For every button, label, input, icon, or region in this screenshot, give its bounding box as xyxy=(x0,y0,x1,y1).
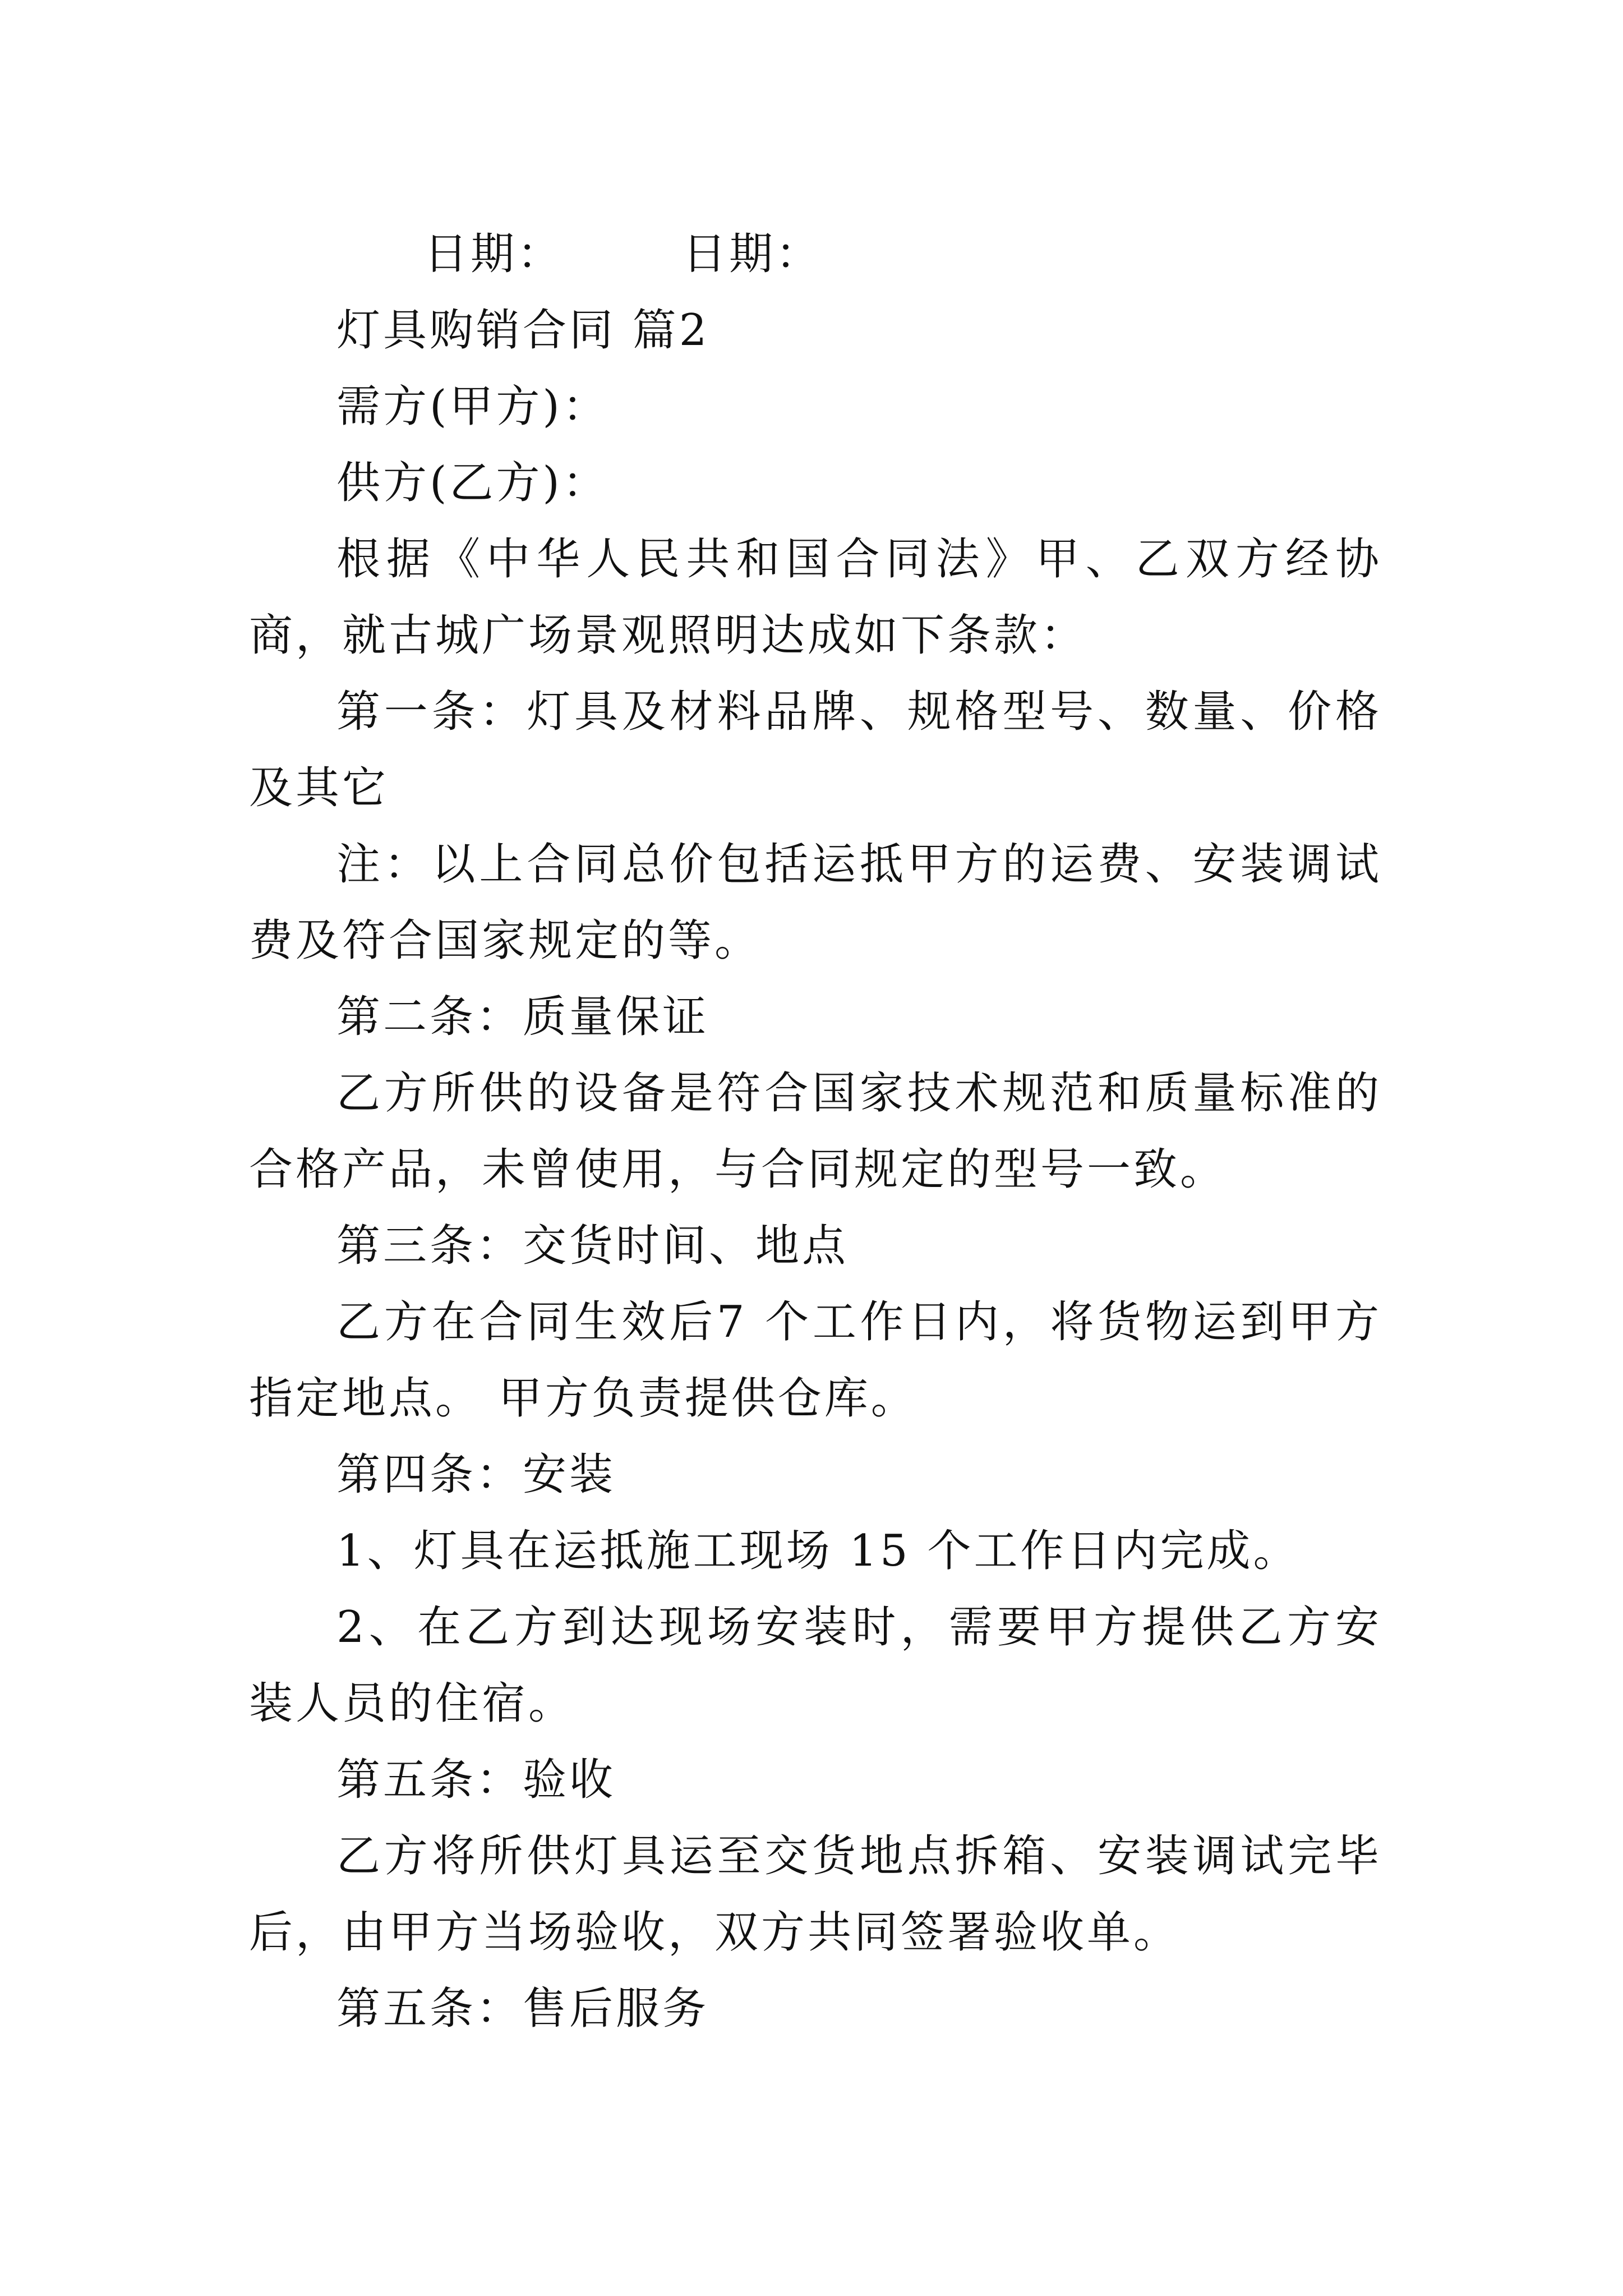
article4-title: 第四条：安装 xyxy=(336,1450,616,1500)
intro-paragraph: 根据《中华人民共和国合同法》甲、乙双方经协商，就古城广场景观照明达成如下条款： xyxy=(249,534,1382,661)
date-line xyxy=(249,216,1382,292)
article3-title: 第三条：交货时间、地点 xyxy=(336,1221,849,1271)
article3-body: 乙方在合同生效后7 个工作日内，将货物运到甲方指定地点。 甲方负责提供仓库。 xyxy=(249,1297,1382,1424)
buyer-line: 需方(甲方)： xyxy=(336,381,609,432)
article2-title: 第二条：质量保证 xyxy=(336,992,709,1042)
document-body xyxy=(249,216,1382,2047)
article6-title: 第五条：售后服务 xyxy=(336,1984,709,2034)
seller-line: 供方(乙方)： xyxy=(336,458,609,508)
article1-title: 第一条：灯具及材料品牌、规格型号、数量、价格及其它 xyxy=(249,687,1382,813)
date-label-party-b: 日期： xyxy=(683,229,823,279)
date-label-party-a: 日期： xyxy=(424,229,564,279)
article4-item1: 1、灯具在运抵施工现场 15 个工作日内完成。 xyxy=(336,1526,1300,1576)
article4-item2: 2、在乙方到达现场安装时，需要甲方提供乙方安装人员的住宿。 xyxy=(249,1602,1382,1729)
article5-title: 第五条：验收 xyxy=(336,1755,616,1805)
article5-body: 乙方将所供灯具运至交货地点拆箱、安装调试完毕后，由甲方当场验收，双方共同签署验收单。 xyxy=(249,1831,1382,1958)
note-paragraph: 注：以上合同总价包括运抵甲方的运费、安装调试费及符合国家规定的等。 xyxy=(249,839,1382,966)
contract-heading: 灯具购销合同 篇2 xyxy=(336,305,710,356)
article2-body: 乙方所供的设备是符合国家技术规范和质量标准的合格产品，未曾使用，与合同规定的型号一致。 xyxy=(249,1068,1382,1195)
